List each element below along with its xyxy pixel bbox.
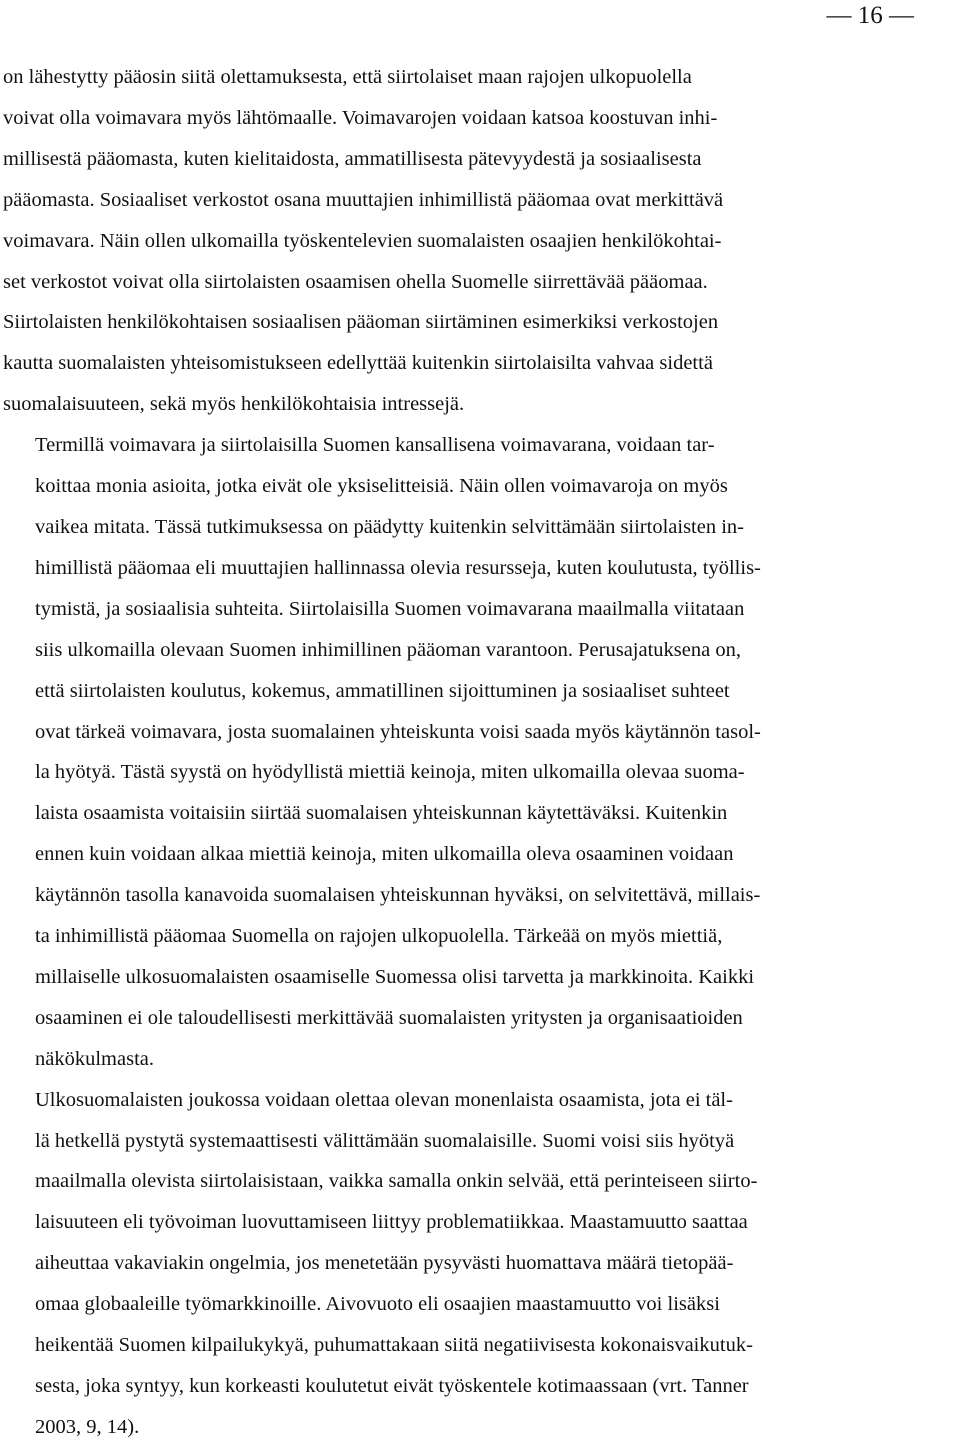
text-line: osaaminen ei ole taloudellisesti merkittävää suomalaisten yritysten ja organisaatioiden [35,1006,743,1029]
text-line: 2003, 9, 14). [35,1415,140,1438]
text-line: vaikea mitata. Tässä tutkimuksessa on päädytty kuitenkin selvittämään siirtolaisten in- [35,515,744,538]
text-line: laisuuteen eli työvoiman luovuttamiseen liittyy problematiikkaa. Maastamuutto saattaa [35,1211,748,1234]
text-line: lä hetkellä pystytä systemaattisesti välittämään suomalaisille. Suomi voisi siis hyötyä [35,1129,735,1152]
text-line: Siirtolaisten henkilökohtaisen sosiaalisen pääoman siirtäminen esimerkiksi verkostojen [3,311,719,334]
text-line: siis ulkomailla olevaan Suomen inhimillinen pääoman varantoon. Perusajatuksena on, [35,638,741,661]
text-line: sesta, joka syntyy, kun korkeasti koulutetut eivät työskentele kotimaassaan (vrt. Tanner [35,1375,749,1397]
text-line: voivat olla voimavara myös lähtömaalle. Voimavarojen voidaan katsoa koostuvan inhi- [3,106,718,129]
paragraph-3 [3,1080,957,1448]
paragraph-2 [3,425,957,1080]
page-header [0,0,960,34]
text-line: suomalaisuuteen, sekä myös henkilökohtaisia intressejä. [3,393,465,416]
text-line: voimavara. Näin ollen ulkomailla työskentelevien suomalaisten osaajien henkilökohtai- [3,229,722,252]
text-line: millisestä pääomasta, kuten kielitaidosta, ammatillisesta pätevyydestä ja sosiaalisesta [3,147,702,170]
text-line: himillistä pääomaa eli muuttajien hallinnassa olevia resursseja, kuten koulutusta, työllis- [35,556,761,579]
page-number: — 16 — [826,2,914,29]
text-line: Termillä voimavara ja siirtolaisilla Suomen kansallisena voimavarana, voidaan tar- [35,434,715,457]
text-line: ta inhimillistä pääomaa Suomella on rajojen ulkopuolella. Tärkeää on myös miettiä, [35,925,723,948]
text-line: tymistä, ja sosiaalisia suhteita. Siirtolaisilla Suomen voimavarana maailmalla viitataan [35,597,745,620]
text-line: kautta suomalaisten yhteisomistukseen edellyttää kuitenkin siirtolaisilta vahvaa sidettä [3,352,713,375]
text-line: näkökulmasta. [35,1047,154,1070]
text-line: heikentää Suomen kilpailukykyä, puhumattakaan siitä negatiivisesta kokonaisvaikutuk- [35,1334,753,1357]
text-line: pääomasta. Sosiaaliset verkostot osana muuttajien inhimillistä pääomaa ovat merkittävä [3,188,724,211]
text-line: millaiselle ulkosuomalaisten osaamiselle Suomessa olisi tarvetta ja markkinoita. Kaikki [35,965,755,988]
paragraph-1 [3,57,957,425]
text-line: aiheuttaa vakaviakin ongelmia, jos menetetään pysyvästi huomattava määrä tietopää- [35,1252,734,1275]
text-line: maailmalla olevista siirtolaisistaan, vaikka samalla onkin selvää, että perinteiseen siirto- [35,1170,758,1193]
text-line: Ulkosuomalaisten joukossa voidaan olettaa olevan monenlaista osaamista, jota ei täl- [35,1088,733,1111]
text-line: että siirtolaisten koulutus, kokemus, ammatillinen sijoittuminen ja sosiaaliset suhteet [35,679,730,702]
text-line: la hyötyä. Tästä syystä on hyödyllistä miettiä keinoja, miten ulkomailla olevaa suoma- [35,761,745,784]
text-line: on lähestytty pääosin siitä olettamuksesta, että siirtolaiset maan rajojen ulkopuolella [3,66,692,88]
text-line: ovat tärkeä voimavara, josta suomalainen yhteiskunta voisi saada myös käytännön tasol- [35,720,761,743]
text-line: ennen kuin voidaan alkaa miettiä keinoja, miten ulkomailla oleva osaaminen voidaan [35,843,734,866]
text-line: koittaa monia asioita, jotka eivät ole yksiselitteisiä. Näin ollen voimavaroja on myös [35,475,728,498]
text-line: käytännön tasolla kanavoida suomalaisen yhteiskunnan hyväksi, on selvitettävä, millais- [35,884,761,907]
document-body [3,57,957,1448]
text-line: set verkostot voivat olla siirtolaisten osaamisen ohella Suomelle siirrettävää pääomaa. [3,270,708,293]
text-line: laista osaamista voitaisiin siirtää suomalaisen yhteiskunnan käytettäväksi. Kuitenkin [35,802,728,825]
text-line: omaa globaaleille työmarkkinoille. Aivovuoto eli osaajien maastamuutto voi lisäksi [35,1293,720,1316]
